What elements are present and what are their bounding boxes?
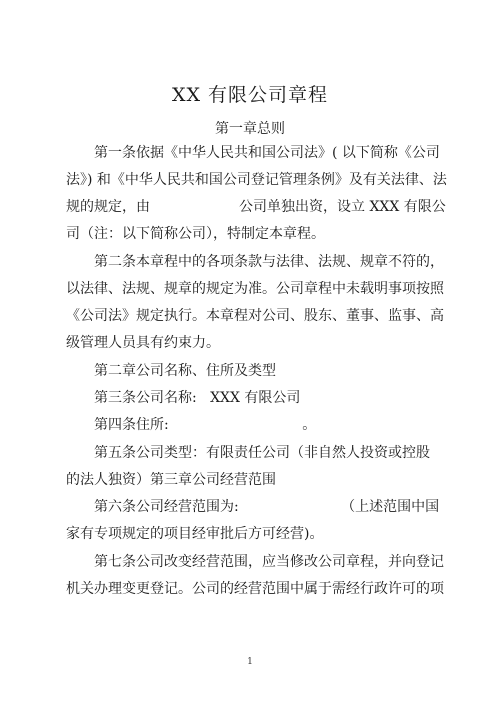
article-1-line-4: 司（注：以下简称公司），特制定本章程。 [66,226,325,242]
article-2-line-2: 以法律、法规、规章的规定为准。公司章程中未载明事项按照 [66,281,444,297]
article-6-line-2: 家有专项规定的项目经审批后方可经营)。 [66,526,324,542]
chapter-one-heading: 第一章总则 [215,121,285,137]
article-1-line-2: 法》) 和《中华人民共和国公司登记管理条例》及有关法律、法 [66,172,447,188]
article-5-line-1: 第五条公司类型：有限责任公司（非自然人投资或控股 [94,445,430,461]
article-7-line-2: 机关办理变更登记。公司的经营范围中属于需经行政许可的项 [66,581,444,597]
article-6-line-1: 第六条公司经营范围为: （上述范围中国 [94,499,440,515]
article-2-line-3: 《公司法》规定执行。本章程对公司、股东、董事、监事、高 [66,308,444,324]
article-5-line-2: 的法人独资）第三章公司经营范围 [66,472,276,488]
page-number: 1 [247,657,253,667]
article-4-line: 第四条住所: 。 [94,417,317,433]
article-7-line-1: 第七条公司改变经营范围，应当修改公司章程，并向登记 [94,554,444,570]
article-2-line-1: 第二条本章程中的各项条款与法律、法规、规章不符的， [94,254,444,270]
document-title: XX 有限公司章程 [171,84,329,106]
chapter-two-heading: 第二章公司名称、住所及类型 [94,363,276,379]
article-1-line-3: 规的规定，由 公司单独出资，设立 XXX 有限公 [66,199,446,215]
article-2-line-4: 级管理人员具有约束力。 [66,335,220,351]
article-1-line-1: 第一条依据《中华人民共和国公司法》( 以下简称《公司 [94,145,440,161]
article-3-line: 第三条公司名称: XXX 有限公司 [94,390,301,406]
